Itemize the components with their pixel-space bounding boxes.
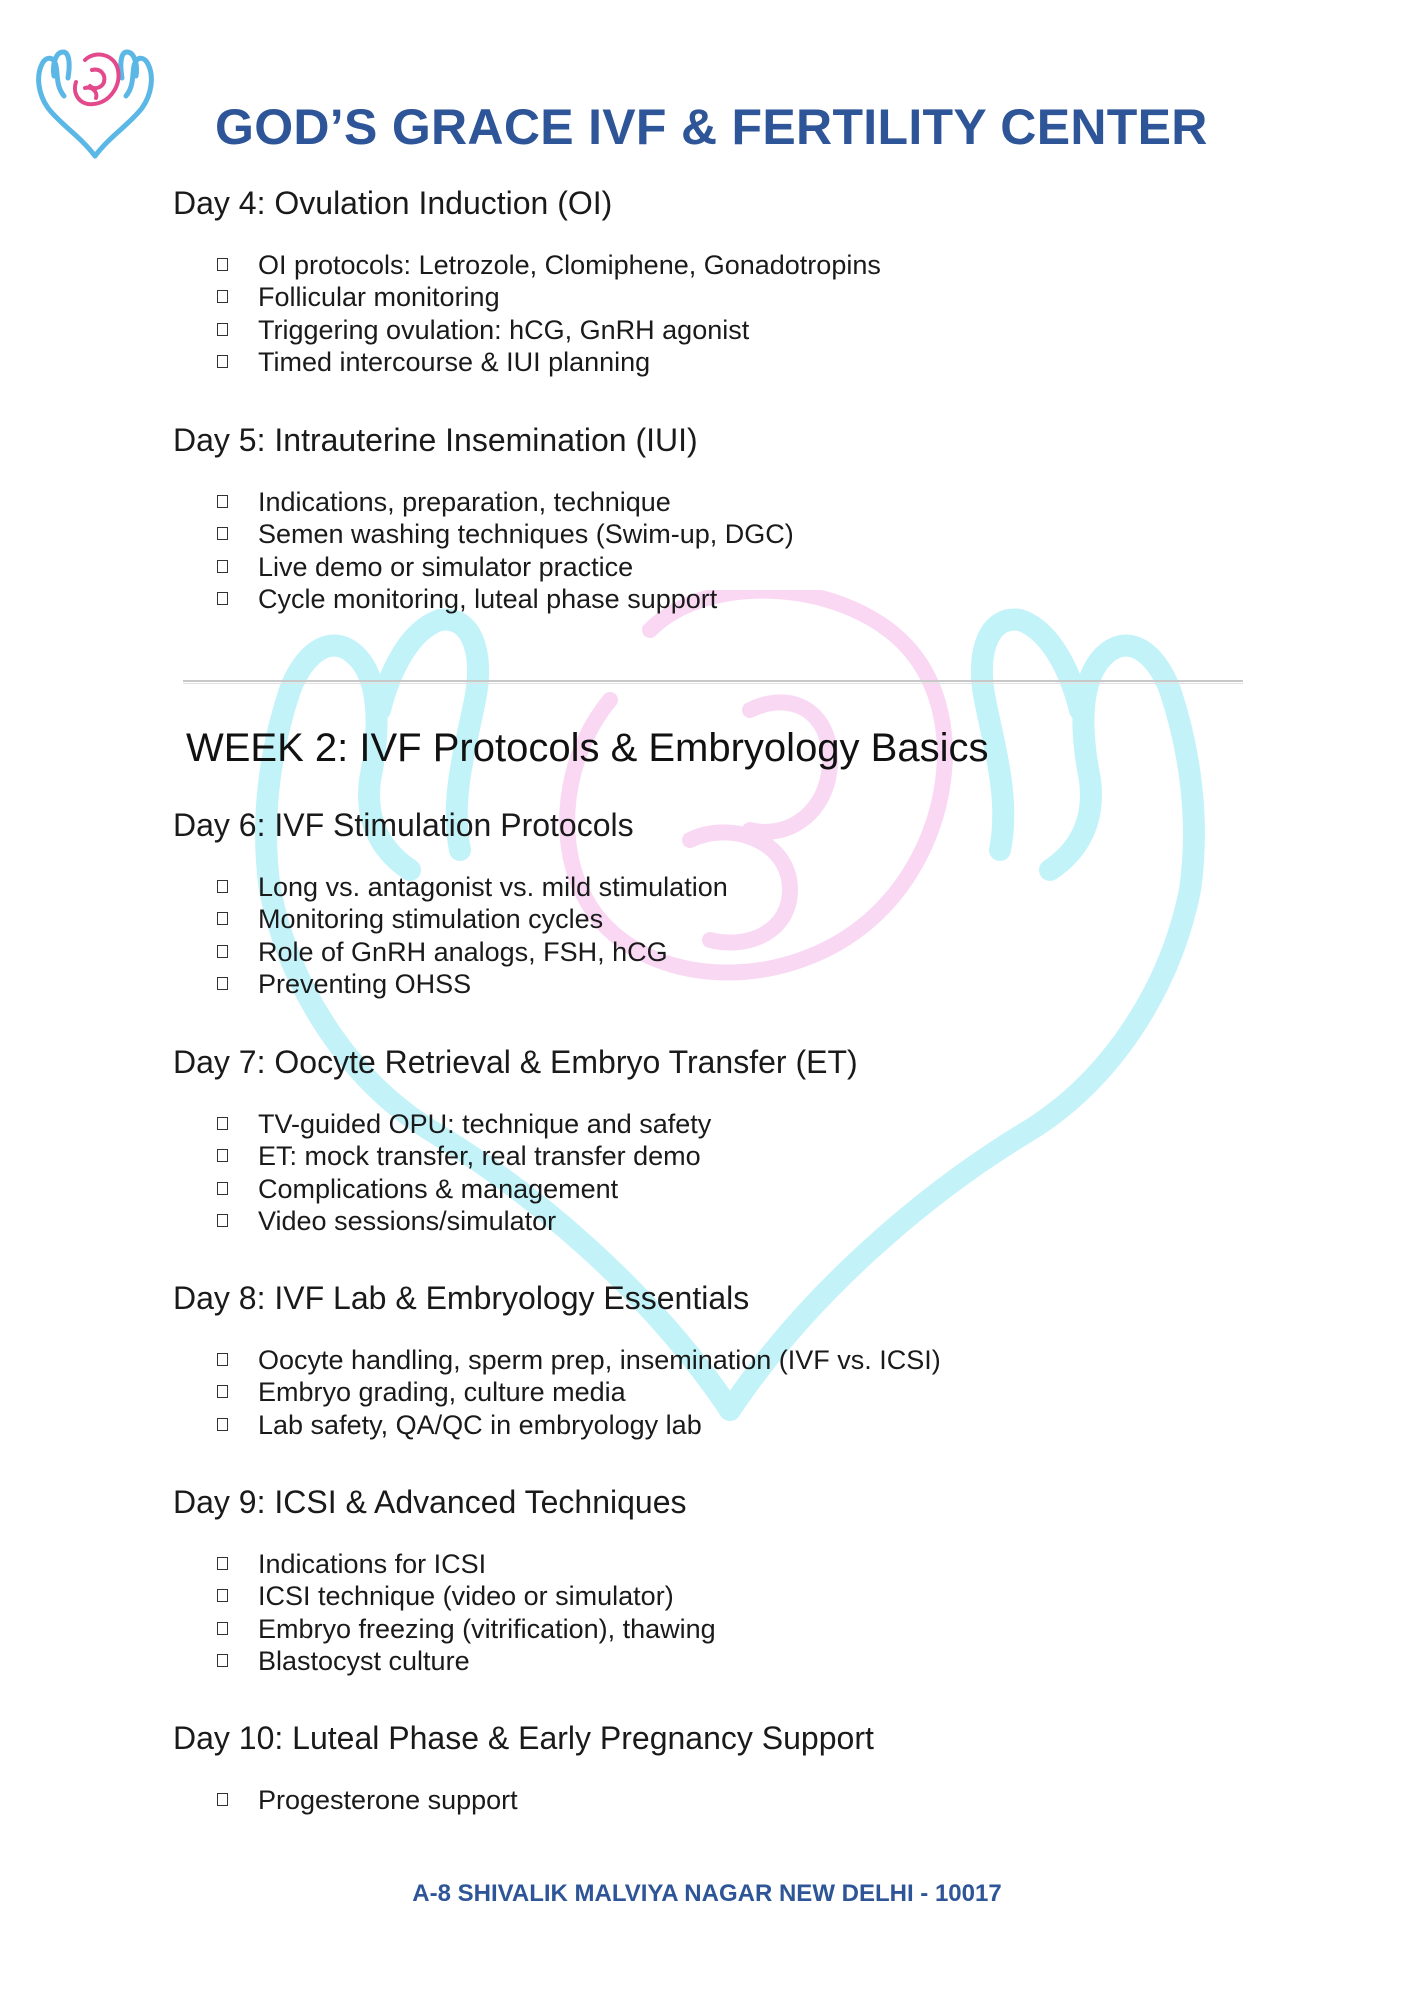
checkbox-bullet-icon [217, 1557, 228, 1570]
list-item-text: Embryo freezing (vitrification), thawing [258, 1613, 716, 1644]
list-item-text: Follicular monitoring [258, 282, 500, 313]
list-item [217, 968, 728, 1000]
list-item [217, 936, 728, 968]
day-section [173, 1278, 941, 1440]
list-item-text: Triggering ovulation: hCG, GnRH agonist [258, 314, 750, 345]
checkbox-bullet-icon [217, 977, 228, 990]
list-item [217, 281, 881, 313]
checkbox-bullet-icon [217, 880, 228, 893]
section-divider [183, 680, 1243, 684]
checkbox-bullet-icon [217, 1117, 228, 1130]
checkbox-bullet-icon [217, 1149, 228, 1162]
checkbox-bullet-icon [217, 1589, 228, 1602]
day-title: Day 9: ICSI & Advanced Techniques [173, 1484, 687, 1520]
checkbox-bullet-icon [217, 1182, 228, 1195]
day-title: Day 6: IVF Stimulation Protocols [173, 807, 634, 843]
list-item-text: Live demo or simulator practice [258, 551, 634, 582]
list-item [217, 1376, 941, 1408]
checkbox-bullet-icon [217, 1418, 228, 1431]
list-item [217, 1173, 711, 1205]
day-title: Day 4: Ovulation Induction (OI) [173, 185, 613, 221]
topic-list [217, 1548, 716, 1677]
list-item-text: Video sessions/simulator [258, 1205, 557, 1236]
list-item [217, 1108, 711, 1140]
hands-mother-child-logo-icon [30, 46, 160, 161]
day-title: Day 5: Intrauterine Insemination (IUI) [173, 422, 698, 458]
list-item [217, 1548, 716, 1580]
day-title: Day 10: Luteal Phase & Early Pregnancy Support [173, 1720, 874, 1756]
checkbox-bullet-icon [217, 1654, 228, 1667]
list-item-text: Indications, preparation, technique [258, 487, 671, 517]
checkbox-bullet-icon [217, 355, 228, 368]
day-section [173, 1042, 858, 1236]
list-item-text: Indications for ICSI [258, 1549, 487, 1579]
list-item [217, 551, 794, 583]
list-item-text: Long vs. antagonist vs. mild stimulation [258, 872, 728, 902]
checkbox-bullet-icon [217, 1622, 228, 1635]
checkbox-bullet-icon [217, 1214, 228, 1227]
list-item-text: OI protocols: Letrozole, Clomiphene, Gonadotropins [258, 250, 881, 280]
list-item [217, 1409, 941, 1441]
list-item [217, 871, 728, 903]
list-item-text: Embryo grading, culture media [258, 1377, 626, 1408]
list-item [217, 346, 881, 378]
topic-list [217, 1784, 518, 1816]
footer-address: A-8 SHIVALIK MALVIYA NAGAR NEW DELHI - 10017 [412, 1880, 1002, 1907]
checkbox-bullet-icon [217, 290, 228, 303]
day-section [173, 1482, 716, 1676]
checkbox-bullet-icon [217, 1385, 228, 1398]
checkbox-bullet-icon [217, 323, 228, 336]
list-item [217, 1140, 711, 1172]
topic-list [217, 1108, 711, 1237]
list-item-text: Blastocyst culture [258, 1645, 470, 1676]
checkbox-bullet-icon [217, 495, 228, 508]
topic-list [217, 249, 881, 378]
list-item [217, 1344, 941, 1376]
checkbox-bullet-icon [217, 912, 228, 925]
list-item-text: Role of GnRH analogs, FSH, hCG [258, 936, 668, 967]
checkbox-bullet-icon [217, 945, 228, 958]
checkbox-bullet-icon [217, 560, 228, 573]
topic-list [217, 486, 794, 615]
list-item-text: Semen washing techniques (Swim-up, DGC) [258, 519, 794, 550]
list-item-text: ICSI technique (video or simulator) [258, 1581, 674, 1612]
list-item [217, 249, 881, 281]
topic-list [217, 871, 728, 1000]
list-item-text: Monitoring stimulation cycles [258, 904, 604, 935]
list-item-text: Oocyte handling, sperm prep, insemination (IVF vs. ICSI) [258, 1345, 941, 1375]
day-title: Day 8: IVF Lab & Embryology Essentials [173, 1280, 750, 1316]
list-item-text: Lab safety, QA/QC in embryology lab [258, 1409, 702, 1440]
day-title: Day 7: Oocyte Retrieval & Embryo Transfer (ET) [173, 1044, 858, 1080]
week-title: WEEK 2: IVF Protocols & Embryology Basics [186, 726, 989, 770]
checkbox-bullet-icon [217, 527, 228, 540]
list-item [217, 314, 881, 346]
day-section [173, 805, 728, 999]
list-item [217, 518, 794, 550]
list-item-text: TV-guided OPU: technique and safety [258, 1109, 712, 1139]
list-item-text: Cycle monitoring, luteal phase support [258, 583, 718, 614]
checkbox-bullet-icon [217, 1793, 228, 1806]
day-section [173, 420, 794, 614]
checkbox-bullet-icon [217, 258, 228, 271]
list-item [217, 1580, 716, 1612]
topic-list [217, 1344, 941, 1441]
list-item-text: ET: mock transfer, real transfer demo [258, 1141, 701, 1172]
day-section [173, 183, 881, 377]
org-title: GOD’S GRACE IVF & FERTILITY CENTER [215, 99, 1208, 155]
checkbox-bullet-icon [217, 592, 228, 605]
day-section [173, 1718, 874, 1815]
list-item-text: Timed intercourse & IUI planning [258, 346, 651, 377]
list-item [217, 1205, 711, 1237]
list-item [217, 1613, 716, 1645]
list-item [217, 1784, 518, 1816]
list-item [217, 486, 794, 518]
list-item-text: Complications & management [258, 1173, 619, 1204]
checkbox-bullet-icon [217, 1353, 228, 1366]
list-item-text: Preventing OHSS [258, 968, 472, 999]
list-item-text: Progesterone support [258, 1785, 518, 1815]
list-item [217, 1645, 716, 1677]
list-item [217, 583, 794, 615]
list-item [217, 903, 728, 935]
